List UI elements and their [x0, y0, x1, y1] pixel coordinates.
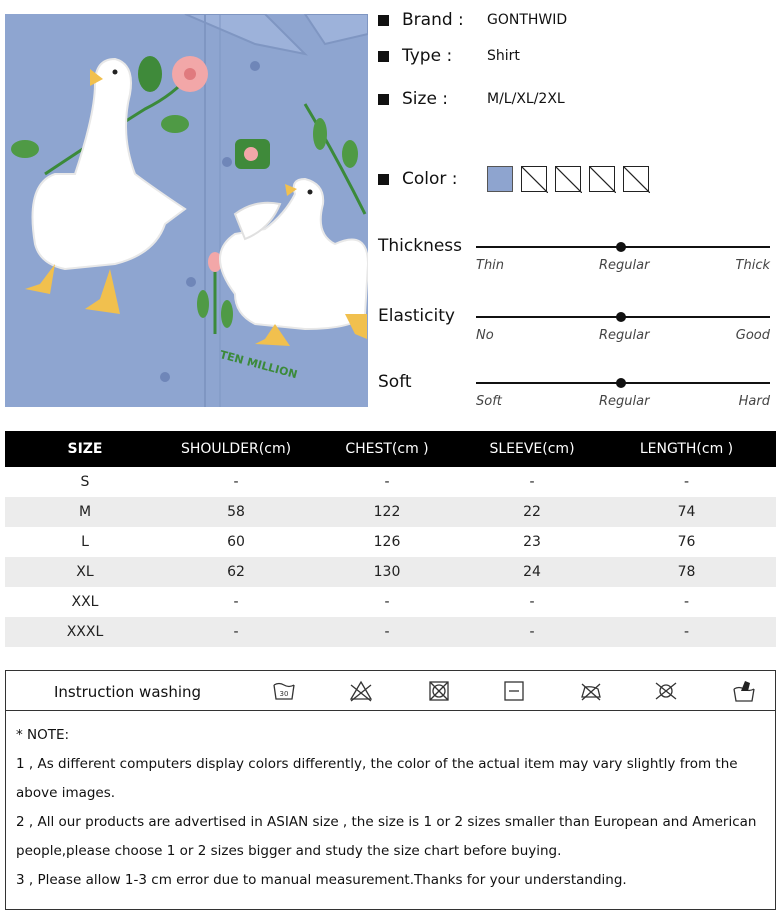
- note-item-3: 3 , Please allow 1-3 cm error due to manual measurement.Thanks for your understanding.: [16, 872, 627, 888]
- scale-high-label: Good: [735, 328, 770, 343]
- table-cell: -: [165, 617, 307, 647]
- no-bleach-icon: [349, 679, 373, 703]
- color-row: [378, 166, 657, 192]
- scale-high-label: Thick: [735, 258, 770, 273]
- scale-mid-label: Regular: [599, 258, 650, 273]
- product-photo: [5, 14, 368, 407]
- scale-low-label: Thin: [476, 258, 505, 273]
- table-cell: S: [80, 474, 90, 490]
- hand-wash-icon: [732, 679, 756, 703]
- no-iron-icon: [579, 679, 603, 703]
- scale-mid-label: Regular: [599, 394, 650, 409]
- table-cell: -: [467, 617, 597, 647]
- table-row: [5, 527, 776, 557]
- color-swatch-5[interactable]: [623, 166, 649, 192]
- washing-instructions-row: [6, 671, 775, 711]
- scale-title: Thickness: [378, 236, 463, 256]
- table-cell: -: [233, 594, 239, 610]
- brand-value: GONTHWID: [487, 12, 568, 28]
- scale-low-label: No: [476, 328, 494, 343]
- table-row: [5, 557, 776, 587]
- table-cell: -: [233, 474, 239, 490]
- bullet-square-icon: [378, 15, 389, 26]
- no-tumble-dry-icon: [427, 679, 451, 703]
- scale-title: Elasticity: [378, 306, 455, 326]
- table-cell: L: [81, 534, 89, 550]
- table-cell: -: [683, 474, 690, 490]
- table-cell: XL: [5, 557, 165, 587]
- table-cell: XXL: [71, 594, 99, 610]
- color-swatch-1[interactable]: [487, 166, 513, 192]
- table-header-1: SHOULDER(cm): [165, 431, 307, 467]
- scale-elasticity: [378, 306, 778, 356]
- no-dry-clean-icon: [654, 679, 678, 703]
- table-cell: -: [307, 617, 467, 647]
- scale-mid-label: Regular: [599, 328, 650, 343]
- brand-row: [378, 10, 567, 30]
- specs-panel: [378, 0, 778, 410]
- table-cell: -: [529, 474, 535, 490]
- bullet-square-icon: [378, 94, 389, 105]
- table-cell: -: [683, 594, 690, 610]
- size-label: Size :: [402, 89, 449, 109]
- note-item-1: 1 , As different computers display colors differently, the color of the actual item may vary slightly from the above images.: [16, 756, 738, 801]
- color-swatch-4[interactable]: [589, 166, 615, 192]
- color-swatch-2[interactable]: [521, 166, 547, 192]
- bullet-square-icon: [378, 174, 389, 185]
- table-cell: M: [5, 497, 165, 527]
- notes-section: [6, 711, 775, 895]
- washing-notes-box: [5, 670, 776, 910]
- scale-indicator: [616, 312, 626, 322]
- scale-title: Soft: [378, 372, 412, 392]
- table-cell: 24: [467, 557, 597, 587]
- washing-title: Instruction washing: [54, 683, 202, 701]
- table-cell: XXXL: [5, 617, 165, 647]
- type-value: Shirt: [487, 48, 520, 64]
- table-row: [5, 497, 776, 527]
- scale-indicator: [616, 242, 626, 252]
- table-cell: 23: [523, 534, 541, 550]
- table-cell: 62: [165, 557, 307, 587]
- table-row: [5, 617, 776, 647]
- table-cell: 76: [677, 534, 696, 550]
- table-cell: 74: [597, 497, 776, 527]
- color-swatch-3[interactable]: [555, 166, 581, 192]
- size-chart-table: [5, 431, 776, 647]
- note-item-2: 2 , All our products are advertised in ASIAN size , the size is 1 or 2 sizes smaller than European and American people,please choose 1 or 2 sizes bigger and study the size chart before buying.: [16, 814, 757, 859]
- table-cell: 78: [597, 557, 776, 587]
- scale-high-label: Hard: [738, 394, 770, 409]
- scale-thickness: [378, 236, 778, 286]
- scale-low-label: Soft: [476, 394, 502, 409]
- line-dry-icon: [502, 679, 526, 703]
- table-cell: 60: [227, 534, 245, 550]
- scale-soft: [378, 372, 778, 422]
- table-cell: 22: [467, 497, 597, 527]
- color-swatches: [487, 166, 657, 192]
- table-header-4: LENGTH(cm ): [597, 431, 776, 467]
- table-row: [5, 587, 776, 617]
- wash-30-icon: [272, 679, 296, 703]
- table-cell: -: [597, 617, 776, 647]
- table-header-0: SIZE: [5, 431, 165, 467]
- shirt-illustration: [5, 14, 368, 407]
- table-header-2: CHEST(cm ): [307, 431, 467, 467]
- type-label: Type :: [402, 46, 453, 66]
- table-cell: -: [384, 474, 390, 490]
- table-cell: 58: [165, 497, 307, 527]
- size-value: M/L/XL/2XL: [487, 91, 565, 107]
- table-cell: 122: [307, 497, 467, 527]
- table-cell: -: [384, 594, 390, 610]
- table-row: [5, 467, 776, 497]
- type-row: [378, 46, 520, 66]
- bullet-square-icon: [378, 51, 389, 62]
- color-label: Color :: [402, 169, 458, 189]
- brand-label: Brand :: [402, 10, 464, 30]
- embroidery-text: TEN MILLION: [218, 348, 299, 382]
- table-cell: 130: [307, 557, 467, 587]
- notes-heading: * NOTE:: [16, 727, 70, 743]
- size-row: [378, 89, 565, 109]
- table-cell: -: [529, 594, 535, 610]
- table-header-3: SLEEVE(cm): [467, 431, 597, 467]
- svg-text:30: 30: [279, 690, 289, 698]
- table-cell: 126: [373, 534, 401, 550]
- scale-indicator: [616, 378, 626, 388]
